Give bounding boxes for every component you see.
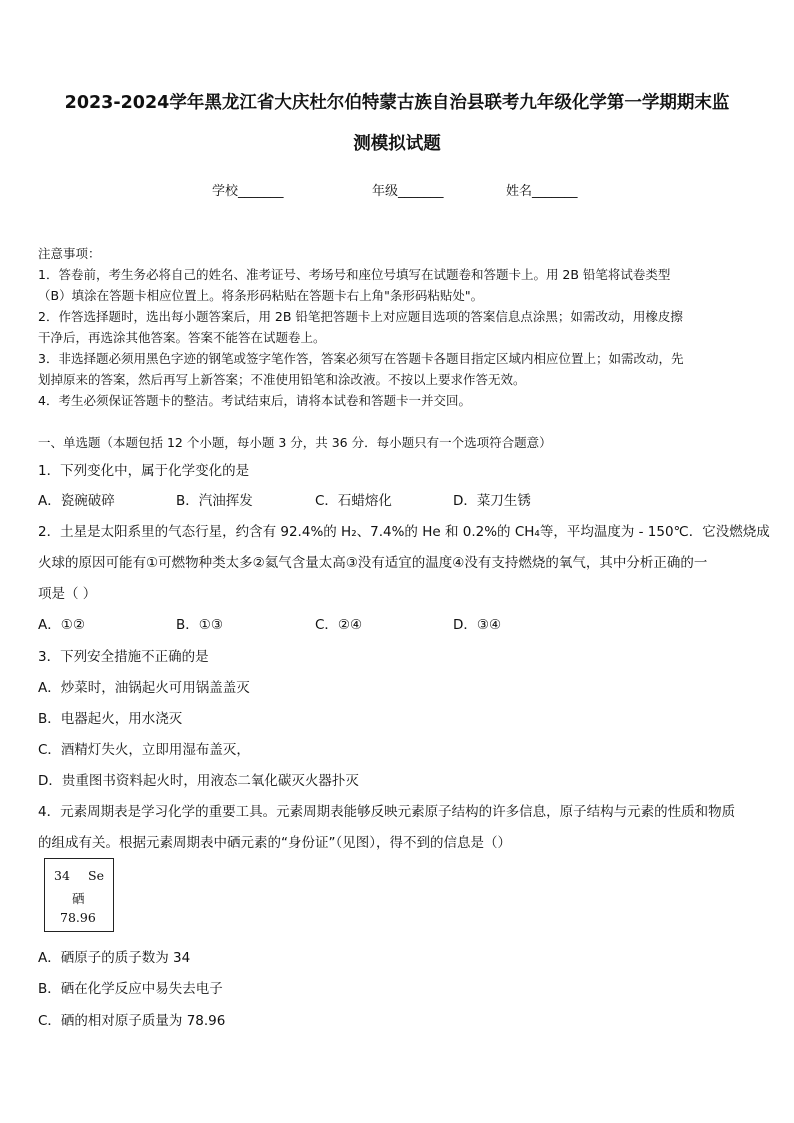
atomic-number: 34 [54,868,70,883]
q1-option-d[interactable]: D．菜刀生锈 [453,493,531,509]
section-heading: 一、单选题（本题包括 12 个小题，每小题 3 分，共 36 分．每小题只有一个选项符合题意） [38,435,552,450]
student-info-row [0,180,794,200]
element-name: 硒 [72,891,85,906]
school-field[interactable]: 学校_______ [212,184,284,199]
q4-option-c[interactable]: C．硒的相对原子质量为 78.96 [38,1013,226,1029]
q2-option-c[interactable]: C．②④ [315,617,363,633]
grade-field[interactable]: 年级_______ [372,184,444,199]
notice-line: 划掉原来的答案，然后再写上新答案；不准使用铅笔和涂改液。不按以上要求作答无效。 [38,372,526,387]
q4-option-b[interactable]: B．硒在化学反应中易失去电子 [38,981,223,997]
notice-line: 3．非选择题必须用黑色字迹的钢笔或签字笔作答，答案必须写在答题卡各题目指定区域内相应位置上；如需改动，先 [38,351,684,366]
q3-option-b[interactable]: B．电器起火，用水浇灭 [38,711,183,727]
name-field[interactable]: 姓名_______ [506,184,578,199]
notice-line: 2．作答选择题时，选出每小题答案后，用 2B 铅笔把答题卡上对应题目选项的答案信息点涂黑；如需改动，用橡皮擦 [38,309,683,324]
notice-heading: 注意事项： [38,246,101,261]
q3-option-d[interactable]: D．贵重图书资料起火时，用液态二氧化碳灭火器扑灭 [38,773,359,789]
q4-option-a[interactable]: A．硒原子的质子数为 34 [38,950,191,966]
question-4-stem-line1: 4．元素周期表是学习化学的重要工具。元素周期表能够反映元素原子结构的许多信息，原子结构与元素的性质和物质 [38,804,736,820]
element-symbol: Se [88,868,104,883]
q1-option-a[interactable]: A．瓷碗破碎 [38,493,115,509]
q2-option-d[interactable]: D．③④ [453,617,502,633]
question-3-stem: 3．下列安全措施不正确的是 [38,649,209,665]
question-4-stem-line2: 的组成有关。根据元素周期表中硒元素的“身份证”（见图），得不到的信息是（） [38,835,511,851]
exam-title-line1: 2023-2024学年黑龙江省大庆杜尔伯特蒙古族自治县联考九年级化学第一学期期末监 [64,93,730,113]
atomic-mass: 78.96 [60,910,96,925]
notice-line: 4．考生必须保证答题卡的整洁。考试结束后，请将本试卷和答题卡一并交回。 [38,393,471,408]
question-2-stem-line1: 2．土星是太阳系里的气态行星，约含有 92.4%的 H₂、7.4%的 He 和 0.2%的 CH₄等，平均温度为 - 150℃．它没燃烧成 [38,524,770,540]
q2-option-a[interactable]: A．①② [38,617,85,633]
notice-line: 干净后，再选涂其他答案。答案不能答在试题卷上。 [38,330,326,345]
question-2-stem-line2: 火球的原因可能有①可燃物种类太多②氦气含量太高③没有适宜的温度④没有支持燃烧的氧气，其中分析正确的一 [38,555,708,571]
question-2-stem-line3: 项是（ ） [38,586,97,602]
question-1-stem: 1．下列变化中，属于化学变化的是 [38,463,250,479]
notice-line: 1．答卷前，考生务必将自己的姓名、准考证号、考场号和座位号填写在试题卷和答题卡上。用 2B 铅笔将试卷类型 [38,267,671,282]
q1-option-b[interactable]: B．汽油挥发 [176,493,253,509]
q1-option-c[interactable]: C．石蜡熔化 [315,493,392,509]
exam-title-line2: 测模拟试题 [353,134,441,154]
q3-option-c[interactable]: C．酒精灯失火，立即用湿布盖灭， [38,742,250,758]
notice-line: （B）填涂在答题卡相应位置上。将条形码粘贴在答题卡右上角"条形码粘贴处"。 [38,288,484,303]
q2-option-b[interactable]: B．①③ [176,617,223,633]
selenium-element-card [44,858,114,932]
q3-option-a[interactable]: A．炒菜时，油锅起火可用锅盖盖灭 [38,680,250,696]
